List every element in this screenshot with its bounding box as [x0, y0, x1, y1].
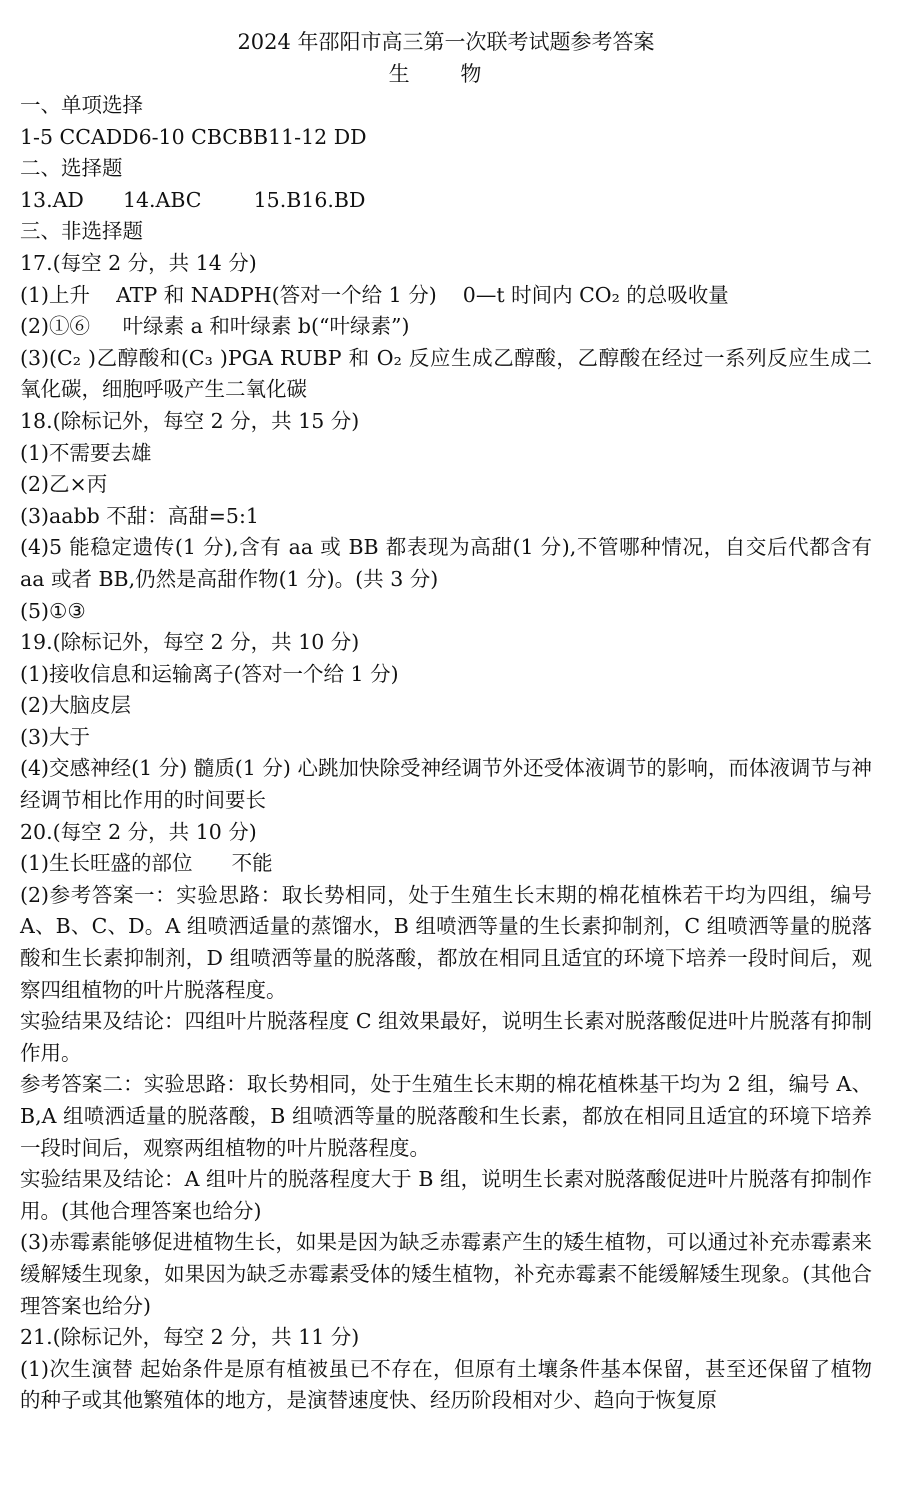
q20-part2-result1: 实验结果及结论：四组叶片脱落程度 C 组效果最好，说明生长素对脱落酸促进叶片脱落有抑制作用。: [20, 1009, 872, 1065]
section-heading-multiple-choice: 二、选择题: [20, 156, 123, 181]
q20-part1: (1)生长旺盛的部位 不能: [20, 851, 273, 876]
q18-part3: (3)aabb 不甜：高甜=5:1: [20, 503, 259, 528]
q18-part4: (4)5 能稳定遗传(1 分),含有 aa 或 BB 都表现为高甜(1 分),不管哪种情况，自交后代都含有 aa 或者 BB,仍然是高甜作物(1 分)。(共 3 分): [20, 535, 872, 591]
page-title: 2024 年邵阳市高三第一次联考试题参考答案: [237, 30, 655, 54]
q18-heading: 18.(除标记外，每空 2 分，共 15 分): [20, 408, 360, 433]
q21-heading: 21.(除标记外，每空 2 分，共 11 分): [20, 1325, 360, 1350]
q18-part2: (2)乙×丙: [20, 472, 108, 497]
q19-part2: (2)大脑皮层: [20, 693, 132, 718]
q20-part2-answer2: 参考答案二：实验思路：取长势相同，处于生殖生长末期的棉花植株基干均为 2 组，编号 A、B,A 组喷洒适量的脱落酸，B 组喷洒等量的脱落酸和生长素，都放在相同且适宜的环境下培养一段时间后，观察两组植物的叶片脱落程度。: [20, 1072, 872, 1160]
q20-part3: (3)赤霉素能够促进植物生长，如果是因为缺乏赤霉素产生的矮生植物，可以通过补充赤霉素来缓解矮生现象，如果因为缺乏赤霉素受体的矮生植物，补充赤霉素不能缓解矮生现象。(其他合理答案也给分): [20, 1230, 872, 1318]
answers-1-12: 1-5 CCADD6-10 CBCBB11-12 DD: [20, 124, 367, 149]
q20-part2-answer1: (2)参考答案一：实验思路：取长势相同，处于生殖生长末期的棉花植株若干均为四组，编号 A、B、C、D。A 组喷洒适量的蒸馏水，B 组喷洒等量的生长素抑制剂，C 组喷洒等量的脱落酸和生长素抑制剂，D 组喷洒等量的脱落酸，都放在相同且适宜的环境下培养一段时间后，观察四组植物的叶片脱落程度。: [20, 882, 872, 1002]
section-heading-single-choice: 一、单项选择: [20, 93, 143, 117]
q18-part1: (1)不需要去雄: [20, 440, 152, 465]
q17-part3: (3)(C₂ )乙醇酸和(C₃ )PGA RUBP 和 O₂ 反应生成乙醇酸，乙醇酸在经过一系列反应生成二氧化碳，细胞呼吸产生二氧化碳: [20, 345, 872, 402]
q18-part5: (5)①③: [20, 598, 86, 623]
q19-heading: 19.(除标记外，每空 2 分，共 10 分): [20, 630, 360, 655]
q19-part1: (1)接收信息和运输离子(答对一个给 1 分): [20, 661, 399, 686]
q20-part2-result2: 实验结果及结论：A 组叶片的脱落程度大于 B 组，说明生长素对脱落酸促进叶片脱落有抑制作用。(其他合理答案也给分): [20, 1167, 872, 1223]
q19-part3: (3)大于: [20, 724, 91, 749]
answers-13-16: 13.AD 14.ABC 15.B16.BD: [20, 187, 366, 212]
q20-heading: 20.(每空 2 分，共 10 分): [20, 819, 257, 844]
section-heading-non-choice: 三、非选择题: [20, 219, 143, 244]
q19-part4: (4)交感神经(1 分) 髓质(1 分) 心跳加快除受神经调节外还受体液调节的影响，而体液调节与神经调节相比作用的时间要长: [20, 756, 872, 813]
q17-heading: 17.(每空 2 分，共 14 分): [20, 250, 257, 275]
subject-heading: 生 物: [388, 62, 504, 86]
q17-part1: (1)上升 ATP 和 NADPH(答对一个给 1 分) 0—t 时间内 CO₂ 的总吸收量: [20, 282, 729, 307]
q17-part2: (2)①⑥ 叶绿素 a 和叶绿素 b(“叶绿素”): [20, 314, 410, 339]
q21-part1: (1)次生演替 起始条件是原有植被虽已不存在，但原有土壤条件基本保留，甚至还保留了植物的种子或其他繁殖体的地方，是演替速度快、经历阶段相对少、趋向于恢复原: [20, 1356, 872, 1413]
